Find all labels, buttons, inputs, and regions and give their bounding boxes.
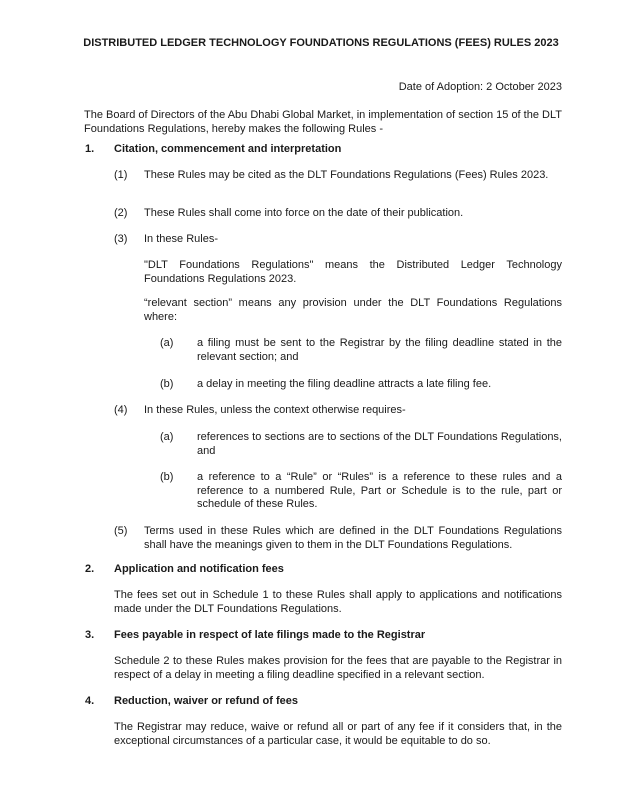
- subsection-4-number: (4): [114, 404, 128, 416]
- section-4-heading: Reduction, waiver or refund of fees: [114, 695, 298, 707]
- item-3a-letter: (a): [160, 337, 174, 349]
- intro-paragraph: The Board of Directors of the Abu Dhabi Global Market, in implementation of section 15 of the DLT Foundations Regulations, hereby makes the following Rules -: [84, 109, 562, 135]
- section-3-number: 3.: [85, 629, 95, 641]
- item-4b-letter: (b): [160, 471, 174, 483]
- section-1-heading: Citation, commencement and interpretation: [114, 143, 342, 155]
- section-4-text: The Registrar may reduce, waive or refund all or part of any fee if it considers that, in the exceptional circumstances of a particular case, it would be equitable to do so.: [114, 721, 562, 747]
- subsection-3-text: In these Rules-: [144, 233, 218, 245]
- subsection-2-number: (2): [114, 207, 128, 219]
- section-4-number: 4.: [85, 695, 95, 707]
- item-4b-text: a reference to a “Rule” or “Rules” is a reference to these rules and a reference to a numbered Rule, Part or Schedule is to the rule, part or schedule of these Rules.: [197, 471, 562, 510]
- definition-relevant-section: “relevant section” means any provision under the DLT Foundations Regulations where:: [144, 297, 562, 323]
- subsection-5-number: (5): [114, 525, 128, 537]
- date-of-adoption: Date of Adoption: 2 October 2023: [398, 81, 562, 93]
- subsection-4-text: In these Rules, unless the context otherwise requires-: [144, 404, 406, 416]
- section-2-number: 2.: [85, 563, 95, 575]
- subsection-3-number: (3): [114, 233, 128, 245]
- subsection-5-text: Terms used in these Rules which are defined in the DLT Foundations Regulations shall have the meanings given to them in the DLT Foundations Regulations.: [144, 525, 562, 551]
- section-3-text: Schedule 2 to these Rules makes provision for the fees that are payable to the Registrar in respect of a delay in meeting a filing deadline specified in a relevant section.: [114, 655, 562, 681]
- subsection-2-text: These Rules shall come into force on the date of their publication.: [144, 207, 464, 219]
- subsection-1-number: (1): [114, 169, 128, 181]
- document-title: DISTRIBUTED LEDGER TECHNOLOGY FOUNDATIONS REGULATIONS (FEES) RULES 2023: [83, 37, 559, 49]
- section-2-text: The fees set out in Schedule 1 to these Rules shall apply to applications and notifications made under the DLT Foundations Regulations.: [114, 589, 562, 615]
- item-3b-letter: (b): [160, 378, 174, 390]
- section-2-heading: Application and notification fees: [114, 563, 284, 575]
- item-4a-text: references to sections are to sections of the DLT Foundations Regulations, and: [197, 431, 562, 457]
- section-3-heading: Fees payable in respect of late filings made to the Registrar: [114, 629, 426, 641]
- subsection-1-text: These Rules may be cited as the DLT Foundations Regulations (Fees) Rules 2023.: [144, 169, 549, 181]
- definition-dlt-regulations: "DLT Foundations Regulations" means the Distributed Ledger Technology Foundations Regulations 2023.: [144, 259, 562, 285]
- item-3a-text: a filing must be sent to the Registrar by the filing deadline stated in the relevant section; and: [197, 337, 562, 363]
- item-3b-text: a delay in meeting the filing deadline attracts a late filing fee.: [197, 378, 492, 390]
- section-1-number: 1.: [85, 143, 95, 155]
- item-4a-letter: (a): [160, 431, 174, 443]
